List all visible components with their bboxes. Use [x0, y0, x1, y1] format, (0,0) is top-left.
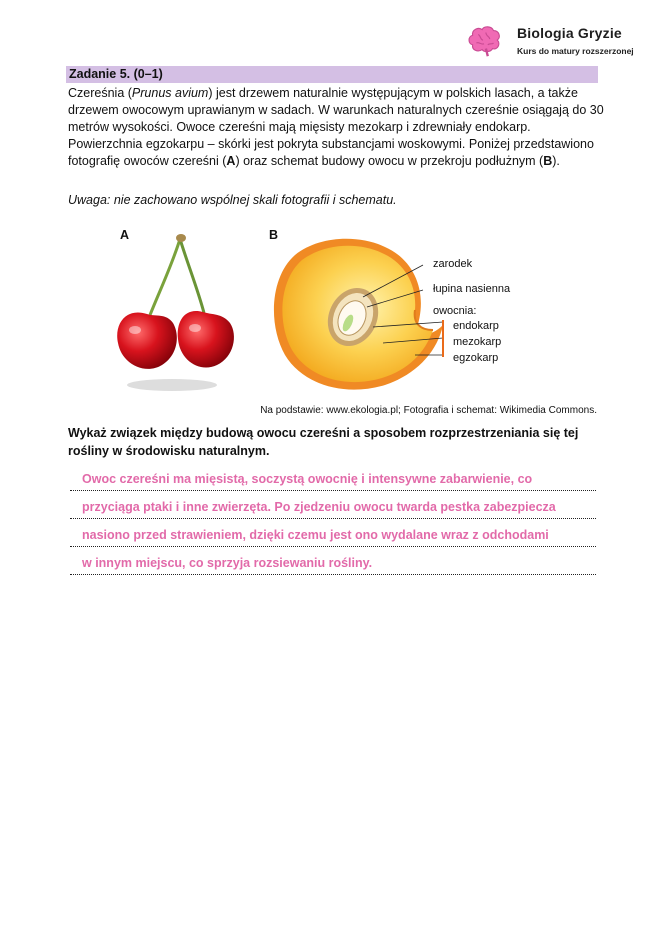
- ref-a: A: [226, 154, 236, 168]
- task-title: Zadanie 5. (0–1): [69, 67, 163, 81]
- task-note: Uwaga: nie zachowano wspólnej skali fotografii i schematu.: [68, 193, 397, 207]
- intro-text: ).: [552, 154, 560, 168]
- intro-text: ) oraz schemat budowy owocu w przekroju podłużnym (: [235, 154, 544, 168]
- brand-title: Biologia Gryzie: [517, 25, 622, 41]
- brand-logo: [465, 22, 655, 62]
- label-lupina: łupina nasienna: [433, 283, 511, 295]
- brain-icon: [465, 22, 503, 60]
- intro-text: ) jest drzewem naturalnie występującym w polskich lasach, a także drzewem owocowym uprawianym w sadach. W warunkach naturalnych czereśnie osiągają do 30 metrów wysokości. Owoce czereśni mają mięsisty mezokarp i zdrewniały endokarp. Powierzchnia egzokarpu – skórki jest pokryta substancjami woskowymi. Poniżej przedstawiono fotografię owoców czereśni (: [68, 86, 604, 168]
- species-name: Prunus avium: [131, 86, 209, 100]
- figure-a-label: A: [120, 228, 130, 242]
- answer-line[interactable]: [70, 547, 596, 575]
- answer-line[interactable]: [70, 463, 596, 491]
- cherry-photo: [100, 225, 250, 400]
- figure-source: Na podstawie: www.ekologia.pl; Fotografia i schemat: Wikimedia Commons.: [260, 405, 597, 416]
- intro-text: Czereśnia (: [68, 86, 132, 100]
- label-mezokarp: mezokarp: [453, 336, 502, 348]
- answer-text: przyciąga ptaki i inne zwierzęta. Po zjedzeniu owocu twarda pestka zabezpiecza: [82, 500, 556, 514]
- answer-text: Owoc czereśni ma mięsistą, soczystą owocnię i intensywne zabarwienie, co: [82, 472, 533, 486]
- task-header: [66, 66, 598, 83]
- answer-line[interactable]: [70, 491, 596, 519]
- figure-b-label: B: [269, 228, 279, 242]
- label-owocnia: owocnia:: [433, 305, 477, 317]
- answer-text: w innym miejscu, co sprzyja rozsiewaniu rośliny.: [82, 556, 373, 570]
- brand-subtitle: Kurs do matury rozszerzonej: [517, 46, 634, 56]
- label-egzokarp: egzokarp: [453, 352, 499, 364]
- ref-b: B: [543, 154, 553, 168]
- question-text: Wykaż związek między budową owocu czereśni a sposobem rozprzestrzeniania się tej rośliny w środowisku naturalnym.: [68, 426, 579, 458]
- label-endokarp: endokarp: [453, 320, 499, 332]
- answer-line[interactable]: [70, 519, 596, 547]
- answer-text: nasiono przed strawieniem, dzięki czemu jest ono wydalane wraz z odchodami: [82, 528, 549, 542]
- label-zarodek: zarodek: [433, 258, 473, 270]
- task-intro: [68, 85, 608, 170]
